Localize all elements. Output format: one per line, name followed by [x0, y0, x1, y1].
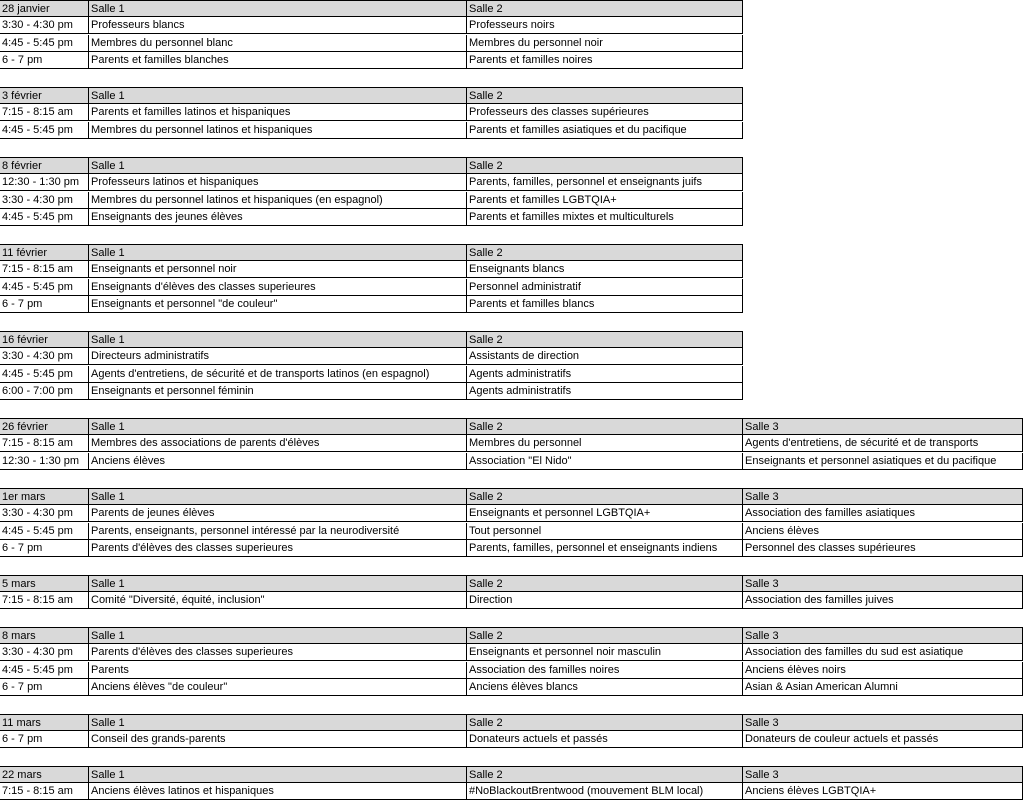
section-header-row	[0, 418, 1023, 435]
table-row	[0, 366, 743, 383]
group-cell[interactable]: Association des familles du sud est asiatique	[743, 644, 1023, 661]
room-header-cell[interactable]: Salle 2	[467, 331, 743, 348]
room-header-cell[interactable]: Salle 2	[467, 244, 743, 261]
table-row	[0, 174, 743, 191]
group-cell[interactable]: Membres du personnel latinos et hispaniques (en espagnol)	[89, 192, 467, 209]
group-cell[interactable]: Direction	[467, 592, 743, 609]
group-cell[interactable]: Anciens élèves	[89, 453, 467, 470]
group-cell[interactable]: Parents	[89, 662, 467, 679]
date-cell[interactable]: 11 février	[0, 244, 89, 261]
table-row	[0, 17, 743, 34]
group-cell[interactable]: Parents et familles blancs	[467, 296, 743, 313]
room-header-cell[interactable]: Salle 2	[467, 488, 743, 505]
table-row	[0, 52, 743, 69]
table-row	[0, 523, 1023, 540]
room-header-cell[interactable]: Salle 1	[89, 0, 467, 17]
table-row	[0, 662, 1023, 679]
section-header-row	[0, 331, 743, 348]
room-header-cell[interactable]: Salle 3	[743, 575, 1023, 592]
room-header-cell[interactable]: Salle 2	[467, 87, 743, 104]
time-cell[interactable]: 7:15 - 8:15 am	[0, 435, 89, 452]
time-cell[interactable]: 6 - 7 pm	[0, 296, 89, 313]
group-cell[interactable]: Parents d'élèves des classes superieures	[89, 644, 467, 661]
time-cell[interactable]: 3:30 - 4:30 pm	[0, 644, 89, 661]
group-cell[interactable]: Parents de jeunes élèves	[89, 505, 467, 522]
date-cell[interactable]: 8 février	[0, 157, 89, 174]
group-cell[interactable]: Professeurs blancs	[89, 17, 467, 34]
room-header-cell[interactable]: Salle 1	[89, 714, 467, 731]
group-cell[interactable]: Parents et familles asiatiques et du pacifique	[467, 122, 743, 139]
group-cell[interactable]: Enseignants des jeunes élèves	[89, 209, 467, 226]
group-cell[interactable]: Enseignants et personnel féminin	[89, 383, 467, 400]
room-header-cell[interactable]: Salle 3	[743, 714, 1023, 731]
time-cell[interactable]: 6 - 7 pm	[0, 679, 89, 696]
time-cell[interactable]: 3:30 - 4:30 pm	[0, 17, 89, 34]
table-row	[0, 679, 1023, 696]
group-cell[interactable]: Directeurs administratifs	[89, 348, 467, 365]
time-cell[interactable]: 6 - 7 pm	[0, 731, 89, 748]
table-row	[0, 122, 743, 139]
group-cell[interactable]: Enseignants et personnel LGBTQIA+	[467, 505, 743, 522]
group-cell[interactable]: Parents et familles noires	[467, 52, 743, 69]
group-cell[interactable]: Asian & Asian American Alumni	[743, 679, 1023, 696]
date-cell[interactable]: 28 janvier	[0, 0, 89, 17]
date-cell[interactable]: 26 février	[0, 418, 89, 435]
room-header-cell[interactable]: Salle 3	[743, 766, 1023, 783]
group-cell[interactable]: Anciens élèves LGBTQIA+	[743, 783, 1023, 800]
date-cell[interactable]: 3 février	[0, 87, 89, 104]
group-cell[interactable]: Parents, familles, personnel et enseignants indiens	[467, 540, 743, 557]
section-header-row	[0, 714, 1023, 731]
room-header-cell[interactable]: Salle 2	[467, 157, 743, 174]
group-cell[interactable]: Association "El Nido"	[467, 453, 743, 470]
group-cell[interactable]: Agents administratifs	[467, 383, 743, 400]
group-cell[interactable]: Parents et familles blanches	[89, 52, 467, 69]
group-cell[interactable]: Parents d'élèves des classes superieures	[89, 540, 467, 557]
date-cell[interactable]: 8 mars	[0, 627, 89, 644]
table-row	[0, 348, 743, 365]
group-cell[interactable]: Anciens élèves "de couleur"	[89, 679, 467, 696]
room-header-cell[interactable]: Salle 1	[89, 418, 467, 435]
group-cell[interactable]: Membres des associations de parents d'élèves	[89, 435, 467, 452]
group-cell[interactable]: Enseignants d'élèves des classes superieures	[89, 279, 467, 296]
group-cell[interactable]: Enseignants et personnel noir	[89, 261, 467, 278]
group-cell[interactable]: Membres du personnel	[467, 435, 743, 452]
table-row	[0, 209, 743, 226]
date-cell[interactable]: 11 mars	[0, 714, 89, 731]
room-header-cell[interactable]: Salle 3	[743, 627, 1023, 644]
time-cell[interactable]: 6 - 7 pm	[0, 540, 89, 557]
date-cell[interactable]: 16 février	[0, 331, 89, 348]
room-header-cell[interactable]: Salle 2	[467, 627, 743, 644]
group-cell[interactable]: Parents et familles LGBTQIA+	[467, 192, 743, 209]
date-cell[interactable]: 1er mars	[0, 488, 89, 505]
time-cell[interactable]: 12:30 - 1:30 pm	[0, 453, 89, 470]
room-header-cell[interactable]: Salle 1	[89, 488, 467, 505]
time-cell[interactable]: 7:15 - 8:15 am	[0, 592, 89, 609]
group-cell[interactable]: Parents, familles, personnel et enseignants juifs	[467, 174, 743, 191]
group-cell[interactable]: Parents, enseignants, personnel intéressé par la neurodiversité	[89, 523, 467, 540]
room-header-cell[interactable]: Salle 2	[467, 418, 743, 435]
group-cell[interactable]: Enseignants blancs	[467, 261, 743, 278]
table-row	[0, 261, 743, 278]
time-cell[interactable]: 4:45 - 5:45 pm	[0, 122, 89, 139]
table-row	[0, 453, 1023, 470]
time-cell[interactable]: 4:45 - 5:45 pm	[0, 366, 89, 383]
time-cell[interactable]: 3:30 - 4:30 pm	[0, 505, 89, 522]
table-row	[0, 435, 1023, 452]
table-row	[0, 783, 1023, 800]
group-cell[interactable]: Membres du personnel noir	[467, 35, 743, 52]
group-cell[interactable]: Enseignants et personnel noir masculin	[467, 644, 743, 661]
room-header-cell[interactable]: Salle 1	[89, 627, 467, 644]
table-row	[0, 104, 743, 121]
time-cell[interactable]: 4:45 - 5:45 pm	[0, 35, 89, 52]
table-row	[0, 35, 743, 52]
group-cell[interactable]: Enseignants et personnel "de couleur"	[89, 296, 467, 313]
time-cell[interactable]: 4:45 - 5:45 pm	[0, 523, 89, 540]
group-cell[interactable]: Association des familles noires	[467, 662, 743, 679]
table-row	[0, 383, 743, 400]
group-cell[interactable]: Tout personnel	[467, 523, 743, 540]
section-header-row	[0, 627, 1023, 644]
room-header-cell[interactable]: Salle 3	[743, 418, 1023, 435]
group-cell[interactable]: Donateurs actuels et passés	[467, 731, 743, 748]
section-header-row	[0, 575, 1023, 592]
room-header-cell[interactable]: Salle 1	[89, 331, 467, 348]
group-cell[interactable]: Agents administratifs	[467, 366, 743, 383]
table-row	[0, 644, 1023, 661]
group-cell[interactable]: Anciens élèves blancs	[467, 679, 743, 696]
room-header-cell[interactable]: Salle 2	[467, 766, 743, 783]
room-header-cell[interactable]: Salle 1	[89, 157, 467, 174]
room-header-cell[interactable]: Salle 2	[467, 714, 743, 731]
group-cell[interactable]: Anciens élèves	[743, 523, 1023, 540]
group-cell[interactable]: Agents d'entretiens, de sécurité et de transports	[743, 435, 1023, 452]
section-header-row	[0, 0, 743, 17]
room-header-cell[interactable]: Salle 1	[89, 87, 467, 104]
time-cell[interactable]: 4:45 - 5:45 pm	[0, 279, 89, 296]
time-cell[interactable]: 7:15 - 8:15 am	[0, 783, 89, 800]
time-cell[interactable]: 4:45 - 5:45 pm	[0, 209, 89, 226]
table-row	[0, 296, 743, 313]
time-cell[interactable]: 6:00 - 7:00 pm	[0, 383, 89, 400]
group-cell[interactable]: Anciens élèves latinos et hispaniques	[89, 783, 467, 800]
group-cell[interactable]: Association des familles juives	[743, 592, 1023, 609]
date-cell[interactable]: 22 mars	[0, 766, 89, 783]
group-cell[interactable]: Personnel administratif	[467, 279, 743, 296]
time-cell[interactable]: 7:15 - 8:15 am	[0, 104, 89, 121]
table-row	[0, 505, 1023, 522]
room-header-cell[interactable]: Salle 1	[89, 575, 467, 592]
group-cell[interactable]: Personnel des classes supérieures	[743, 540, 1023, 557]
room-header-cell[interactable]: Salle 2	[467, 0, 743, 17]
group-cell[interactable]: Parents et familles mixtes et multiculturels	[467, 209, 743, 226]
date-cell[interactable]: 5 mars	[0, 575, 89, 592]
group-cell[interactable]: Enseignants et personnel asiatiques et du pacifique	[743, 453, 1023, 470]
time-cell[interactable]: 3:30 - 4:30 pm	[0, 192, 89, 209]
group-cell[interactable]: Conseil des grands-parents	[89, 731, 467, 748]
group-cell[interactable]: Professeurs noirs	[467, 17, 743, 34]
group-cell[interactable]: Professeurs latinos et hispaniques	[89, 174, 467, 191]
room-header-cell[interactable]: Salle 2	[467, 575, 743, 592]
group-cell[interactable]: Agents d'entretiens, de sécurité et de transports latinos (en espagnol)	[89, 366, 467, 383]
group-cell[interactable]: #NoBlackoutBrentwood (mouvement BLM local)	[467, 783, 743, 800]
section-header-row	[0, 488, 1023, 505]
group-cell[interactable]: Parents et familles latinos et hispaniques	[89, 104, 467, 121]
group-cell[interactable]: Membres du personnel blanc	[89, 35, 467, 52]
table-row	[0, 192, 743, 209]
section-header-row	[0, 244, 743, 261]
group-cell[interactable]: Association des familles asiatiques	[743, 505, 1023, 522]
group-cell[interactable]: Comité "Diversité, équité, inclusion"	[89, 592, 467, 609]
group-cell[interactable]: Professeurs des classes supérieures	[467, 104, 743, 121]
group-cell[interactable]: Anciens élèves noirs	[743, 662, 1023, 679]
time-cell[interactable]: 12:30 - 1:30 pm	[0, 174, 89, 191]
group-cell[interactable]: Membres du personnel latinos et hispaniques	[89, 122, 467, 139]
time-cell[interactable]: 6 - 7 pm	[0, 52, 89, 69]
time-cell[interactable]: 7:15 - 8:15 am	[0, 261, 89, 278]
section-header-row	[0, 157, 743, 174]
section-header-row	[0, 766, 1023, 783]
room-header-cell[interactable]: Salle 3	[743, 488, 1023, 505]
table-row	[0, 592, 1023, 609]
room-header-cell[interactable]: Salle 1	[89, 766, 467, 783]
table-row	[0, 731, 1023, 748]
group-cell[interactable]: Donateurs de couleur actuels et passés	[743, 731, 1023, 748]
group-cell[interactable]: Assistants de direction	[467, 348, 743, 365]
table-row	[0, 279, 743, 296]
table-row	[0, 540, 1023, 557]
section-header-row	[0, 87, 743, 104]
time-cell[interactable]: 3:30 - 4:30 pm	[0, 348, 89, 365]
room-header-cell[interactable]: Salle 1	[89, 244, 467, 261]
time-cell[interactable]: 4:45 - 5:45 pm	[0, 662, 89, 679]
